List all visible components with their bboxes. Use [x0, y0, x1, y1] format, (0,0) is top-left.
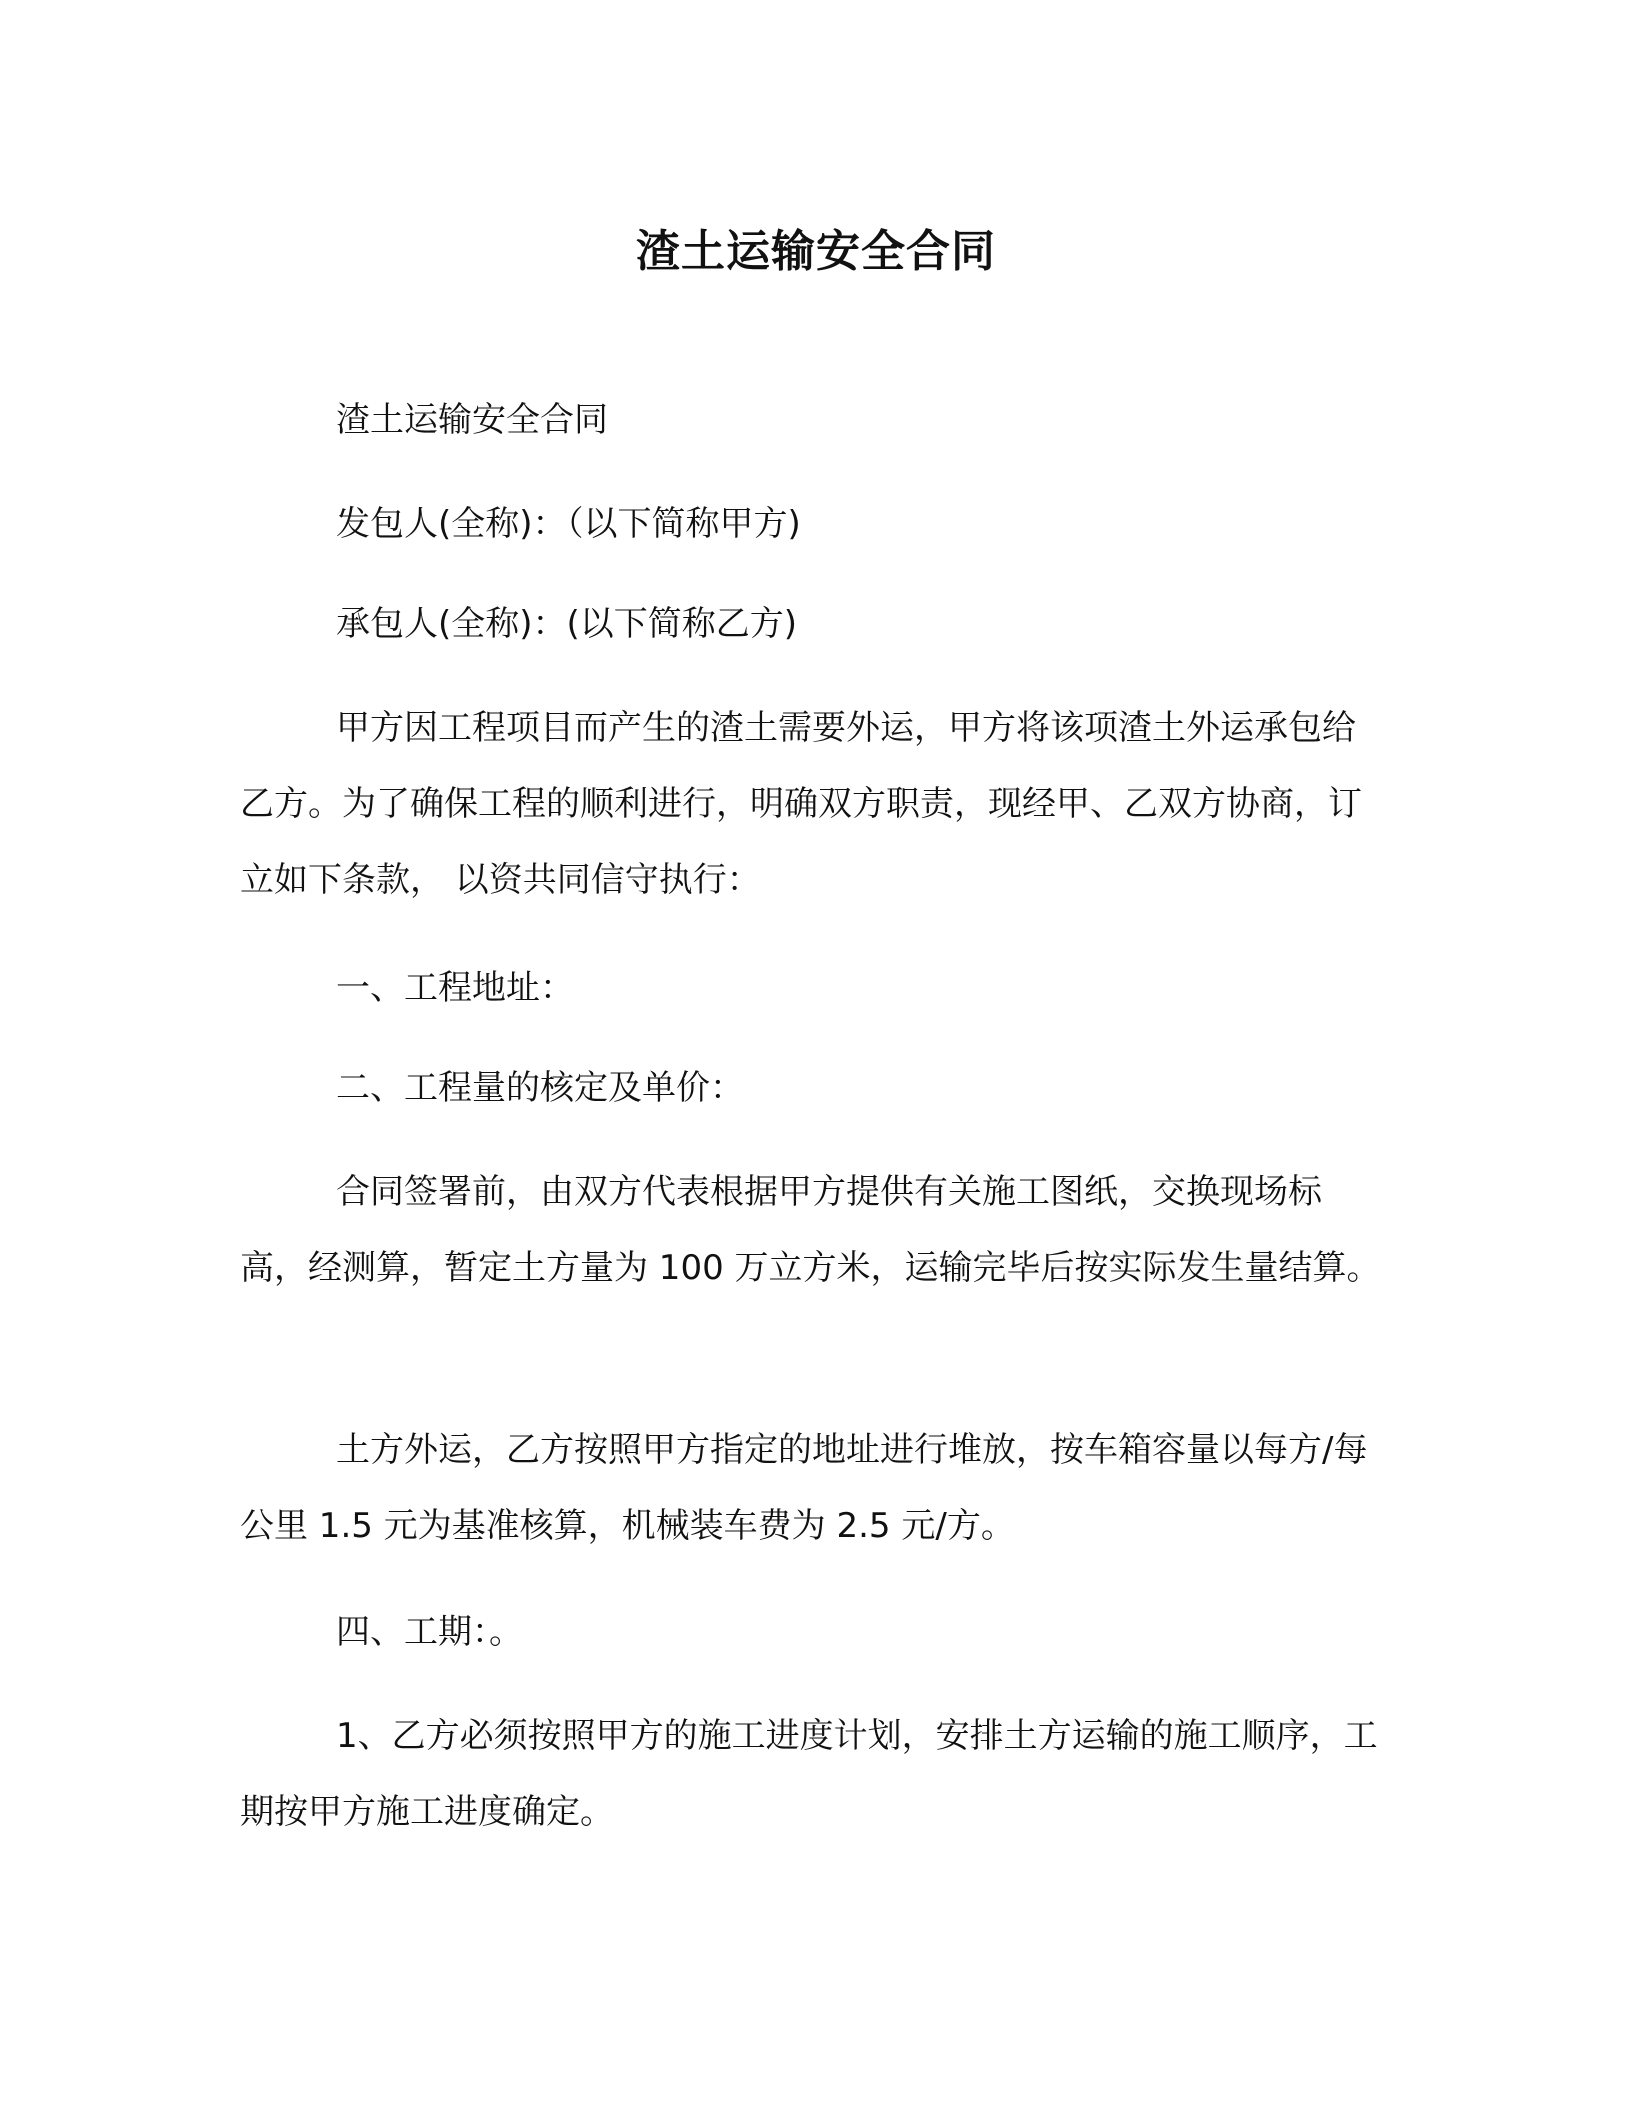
paragraph-subtitle: 渣土运输安全合同 [336, 400, 608, 440]
paragraph-preamble: 甲方因工程项目而产生的渣土需要外运，甲方将该项渣土外运承包给乙方。为了确保工程的顺利进行，明确双方职责，现经甲、乙双方协商，订立如下条款， 以资共同信守执行： [240, 708, 1362, 900]
paragraph-section-4: 四、工期：。 [336, 1612, 523, 1652]
paragraph-section-1: 一、工程地址： [336, 968, 574, 1008]
paragraph-clause-1: 1、乙方必须按照甲方的施工进度计划，安排土方运输的施工顺序，工期按甲方施工进度确定。 [240, 1716, 1378, 1832]
paragraph-contractor: 承包人(全称)：(以下简称乙方) [336, 604, 798, 644]
paragraph-section-2: 二、工程量的核定及单价： [336, 1068, 744, 1108]
paragraph-quantity: 合同签署前，由双方代表根据甲方提供有关施工图纸，交换现场标高，经测算，暂定土方量为 100 万立方米，运输完毕后按实际发生量结算。 [240, 1172, 1381, 1288]
document-title: 渣土运输安全合同 [636, 226, 996, 277]
paragraph-issuer: 发包人(全称)：（以下简称甲方) [336, 504, 801, 544]
paragraph-price: 土方外运，乙方按照甲方指定的地址进行堆放，按车箱容量以每方/每公里 1.5 元为基准核算，机械装车费为 2.5 元/方。 [240, 1430, 1368, 1546]
